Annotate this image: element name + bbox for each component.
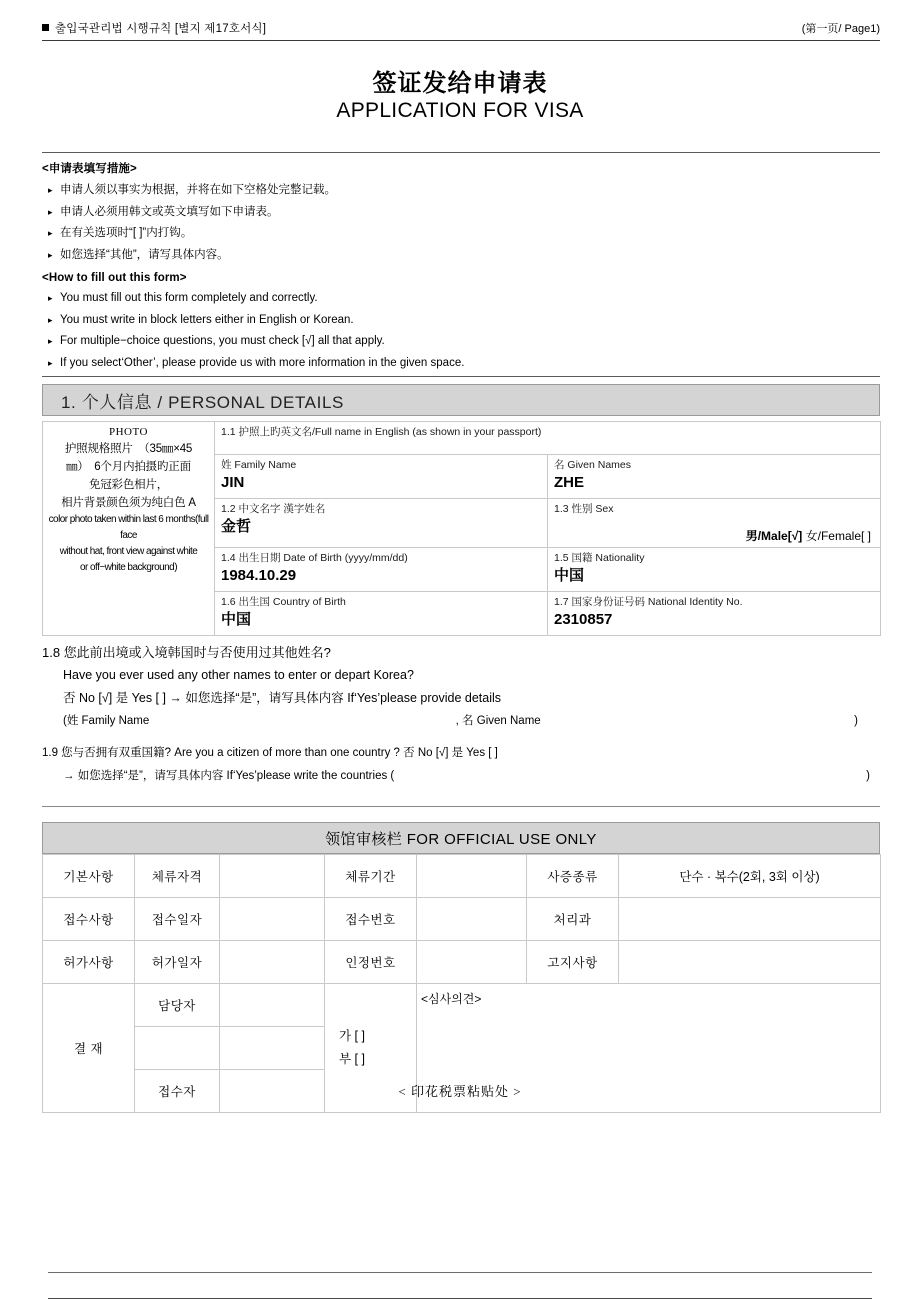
- chinese-name-value: 金哲: [221, 518, 252, 535]
- table-row: [43, 898, 881, 941]
- country-of-birth-cell[interactable]: [215, 592, 548, 636]
- official-use-table: [42, 854, 881, 1113]
- sex-label: 1.3 性别 Sex: [554, 503, 614, 515]
- question-1-8-detail-row: [42, 710, 880, 733]
- official-row3-field3-value[interactable]: [619, 941, 881, 984]
- approval-blank-value[interactable]: [220, 1027, 325, 1070]
- question-1-8-english: Have you ever used any other names to enter or depart Korea?: [63, 668, 414, 682]
- nationality-field: [548, 548, 880, 588]
- national-id-label: 1.7 国家身份证号码 National Identity No.: [554, 596, 743, 608]
- question-1-8-options[interactable]: 否 No [√] 是 Yes [ ] → 如您选择“是”，请写具体内容 If‘Yes’please provide details: [63, 691, 502, 705]
- footer-divider-upper: [48, 1272, 872, 1273]
- nationality-label: 1.5 国籍 Nationality: [554, 552, 645, 564]
- personal-details-table: [42, 421, 881, 636]
- instruction-item: ▸ If you select‘Other’, please provide us with more information in the given space.: [42, 353, 642, 375]
- question-1-8-close-paren: ): [854, 715, 858, 727]
- question-1-8-chinese: 1.8 您此前出境或入境韩国时与否使用过其他姓名?: [42, 645, 331, 660]
- photo-instruction-english-line: color photo taken within last 6 months(full face: [48, 514, 209, 541]
- sex-field: [548, 499, 880, 547]
- photo-instruction-english-line: or off−white background): [80, 562, 177, 573]
- official-row2-field3-label: 처리과: [527, 898, 619, 941]
- photo-box: [43, 422, 214, 580]
- official-row3-field3-label: 고지사항: [527, 941, 619, 984]
- official-row1-field3-value[interactable]: 단수 · 복수(2회, 3회 이상): [619, 855, 881, 898]
- sex-option-female[interactable]: 女/Female[ ]: [805, 529, 871, 543]
- country-of-birth-label: 1.6 出生国 Country of Birth: [221, 596, 346, 608]
- official-row3-field1-value[interactable]: [220, 941, 325, 984]
- form-legal-reference: [42, 20, 266, 36]
- question-1-8: [42, 641, 880, 733]
- official-row1-field2-label: 체류기간: [325, 855, 417, 898]
- national-id-value: 2310857: [554, 611, 613, 628]
- question-1-8-family-name-label: (姓 Family Name: [63, 715, 150, 727]
- instruction-item: ▸ You must fill out this form completely and correctly.: [42, 288, 642, 310]
- receiver-label: 접수자: [135, 1070, 220, 1113]
- instructions-heading-chinese: <申请表填写措施>: [42, 163, 137, 175]
- instructions-list-chinese: [42, 180, 642, 266]
- given-names-cell[interactable]: [548, 455, 881, 499]
- official-row2-field2-value[interactable]: [417, 898, 527, 941]
- official-row2-category: 접수사항: [43, 898, 135, 941]
- approval-decision-no[interactable]: 부 [ ]: [339, 1052, 365, 1066]
- square-bullet-icon: [42, 24, 49, 31]
- chinese-name-cell[interactable]: [215, 499, 548, 548]
- sex-options: [554, 527, 875, 544]
- approval-officer-label: 담당자: [135, 984, 220, 1027]
- country-of-birth-field: [215, 592, 547, 635]
- instruction-item: ▸ For multiple−choice questions, you must check [√] all that apply.: [42, 331, 642, 353]
- instructions-divider: [42, 376, 880, 377]
- official-section-divider: [42, 806, 880, 807]
- full-name-header-cell: [215, 422, 881, 455]
- family-name-cell[interactable]: [215, 455, 548, 499]
- instruction-item: ▸ You must write in block letters either in English or Korean.: [42, 310, 642, 332]
- page-number-label: (第一页/ Page1): [801, 23, 880, 35]
- official-row3-field2-label: 인정번호: [325, 941, 417, 984]
- date-of-birth-value: 1984.10.29: [221, 567, 297, 584]
- full-name-label: 1.1 护照上旳英文名/Full name in English (as shown in your passport): [221, 426, 542, 438]
- date-of-birth-cell[interactable]: [215, 548, 548, 592]
- photo-instruction-chinese-line: 护照规格照片 （35㎜×45: [64, 443, 193, 455]
- question-1-9: [42, 742, 880, 788]
- question-1-9-detail-label: → 如您选择“是”，请写具体内容 If‘Yes’please write the countries (: [63, 770, 395, 782]
- full-name-header: [215, 422, 880, 454]
- title-divider: [42, 152, 880, 153]
- date-of-birth-label: 1.4 出生日期 Date of Birth (yyyy/mm/dd): [221, 552, 408, 564]
- document-header: [42, 18, 880, 38]
- family-name-value: JIN: [221, 474, 245, 491]
- official-row2-field1-label: 접수일자: [135, 898, 220, 941]
- page-title-english: APPLICATION FOR VISA: [336, 99, 584, 122]
- instruction-item: ▸ 在有关选项时“[ ]”内打钩。: [42, 223, 642, 245]
- photo-placeholder-cell[interactable]: [43, 422, 215, 636]
- question-1-8-given-name-label: , 名 Given Name: [455, 715, 541, 727]
- instructions-list-english: [42, 288, 642, 374]
- header-divider: [42, 40, 880, 41]
- table-row: [43, 422, 881, 455]
- official-use-title: 领馆审核栏 FOR OFFICIAL USE ONLY: [42, 822, 880, 854]
- national-id-field: [548, 592, 880, 632]
- approval-blank-label: [135, 1027, 220, 1070]
- official-row1-category: 기본사항: [43, 855, 135, 898]
- official-row3-field1-label: 허가일자: [135, 941, 220, 984]
- photo-instruction-english-line: without hat, front view against white: [59, 546, 198, 557]
- instructions-block: [42, 160, 642, 374]
- official-row1-field1-value[interactable]: [220, 855, 325, 898]
- country-of-birth-value: 中国: [221, 611, 252, 628]
- date-of-birth-field: [215, 548, 547, 591]
- form-legal-reference-text: 출입국관리법 시행규칙 [별지 제17호서식]: [55, 23, 267, 35]
- official-use-section: [42, 822, 880, 1113]
- instruction-item: ▸ 申请人须以事实为根据，并将在如下空格处完整记载。: [42, 180, 642, 202]
- official-row1-field1-label: 체류자격: [135, 855, 220, 898]
- official-row2-field1-value[interactable]: [220, 898, 325, 941]
- official-row1-field2-value[interactable]: [417, 855, 527, 898]
- nationality-cell[interactable]: [548, 548, 881, 592]
- chinese-name-label: 1.2 中文名字 漢字姓名: [221, 503, 326, 515]
- official-row2-field3-value[interactable]: [619, 898, 881, 941]
- photo-instruction-chinese-line: 免冠彩色相片，: [88, 479, 169, 491]
- nationality-value: 中国: [554, 567, 585, 584]
- instruction-item: ▸ 如您选择“其他”，请写具体内容。: [42, 245, 642, 267]
- stamp-attachment-note: < 印花税票粘贴处 >: [398, 1084, 522, 1099]
- photo-instruction-chinese-line: ㎜） 6个月内拍摄旳正面: [66, 461, 191, 473]
- sex-cell[interactable]: [548, 499, 881, 548]
- approval-decision-yes[interactable]: 가 [ ]: [339, 1029, 365, 1043]
- footer-divider-lower: [48, 1298, 872, 1299]
- official-row2-field2-label: 접수번호: [325, 898, 417, 941]
- question-1-9-detail-row: [42, 765, 880, 788]
- review-opinion-label: <심사의견>: [421, 992, 482, 1006]
- chinese-name-field: [215, 499, 547, 547]
- approval-label: 결 재: [43, 984, 135, 1113]
- table-row: [43, 941, 881, 984]
- approval-officer-value[interactable]: [220, 984, 325, 1027]
- section-header-personal-details: 1. 个人信息 / PERSONAL DETAILS: [42, 384, 880, 416]
- sex-option-male[interactable]: 男/Male[√]: [745, 529, 803, 543]
- question-1-9-close-paren: ): [866, 770, 870, 782]
- table-row: [43, 855, 881, 898]
- photo-title: PHOTO: [109, 426, 148, 438]
- given-names-value: ZHE: [554, 474, 584, 491]
- family-name-field: [215, 455, 547, 498]
- question-1-9-prompt[interactable]: 1.9 您与否拥有双重国籍? Are you a citizen of more than one country ? 否 No [√] 是 Yes [ ]: [42, 747, 498, 759]
- national-id-cell[interactable]: [548, 592, 881, 636]
- official-row1-field3-label: 사증종류: [527, 855, 619, 898]
- photo-instruction-chinese-line: 相片背景颜色须为纯白色 A: [61, 497, 196, 509]
- instruction-item: ▸ 申请人必须用韩文或英文填写如下申请表。: [42, 202, 642, 224]
- official-row3-field2-value[interactable]: [417, 941, 527, 984]
- page-title-chinese: 签证发给申请表: [372, 70, 548, 97]
- family-name-label: 姓 Family Name: [221, 459, 297, 471]
- official-row3-category: 허가사항: [43, 941, 135, 984]
- table-row: [43, 984, 881, 1027]
- instructions-heading-english: <How to fill out this form>: [42, 272, 187, 284]
- given-names-label: 名 Given Names: [554, 459, 632, 471]
- given-names-field: [548, 455, 880, 495]
